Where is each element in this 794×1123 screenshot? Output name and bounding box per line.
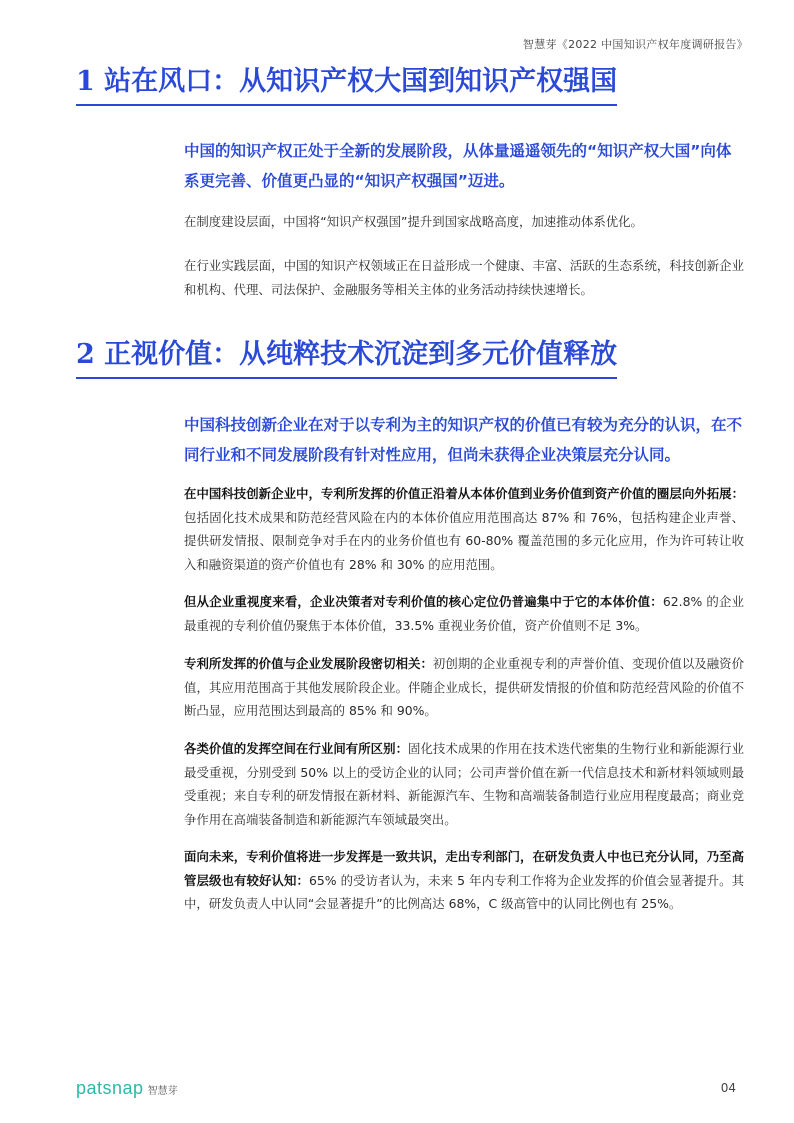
section-1-paragraph-1: 在制度建设层面，中国将“知识产权强国”提升到国家战略高度，加速推动体系优化。	[184, 214, 643, 229]
paragraph-emphasis: 在中国科技创新企业中，专利所发挥的价值正沿着从本体价值到业务价值到资产价值的圈层向外拓展：	[184, 486, 744, 501]
section-2-paragraph-2	[184, 590, 744, 637]
section-2-paragraph-5	[184, 845, 744, 916]
paragraph-text: 包括固化技术成果和防范经营风险在内的本体价值应用范围高达 87% 和 76%，包括构建企业声誉、提供研发情报、限制竞争对手在内的业务价值也有 60-80% 覆盖范围的多元化应用，作为许可转让收入和融资渠道的资产价值也有 28% 和 30% 的应用范围。	[184, 509, 744, 572]
paragraph-emphasis: 各类价值的发挥空间在行业间有所区别：	[184, 741, 409, 756]
paragraph-text: 65% 的受访者认为，未来 5 年内专利工作将为企业发挥的价值会显著提升。其中，研发负责人中认同“会显著提升”的比例高达 68%，C 级高管中的认同比例也有 25%。	[184, 872, 744, 911]
paragraph-emphasis: 面向未来，专利价值将进一步发挥是一致共识，走出专利部门，在研发负责人中也已充分认同，乃至高管层级也有较好认知：	[184, 849, 744, 888]
logo-chinese-name: 智慧芽	[147, 1086, 178, 1097]
report-title: 智慧芽《2022 中国知识产权年度调研报告》	[522, 38, 748, 51]
logo-wordmark: patsnap	[76, 1078, 144, 1098]
paragraph-text: 固化技术成果的作用在技术迭代密集的生物行业和新能源行业最受重视，分别受到 50% 以上的受访企业的认同；公司声誉价值在新一代信息技术和新材料领域则最受重视；来自专利的研发情报在新材料、新能源汽车、生物和高端装备制造行业应用程度最高；商业竞争作用在高端装备制造和新能源汽车领域最突出。	[184, 741, 745, 827]
section-2-paragraph-3	[184, 652, 744, 723]
paragraph-emphasis: 专利所发挥的价值与企业发展阶段密切相关：	[184, 656, 433, 671]
section-2-lead: 中国科技创新企业在对于以专利为主的知识产权的价值已有较为充分的认识，在不同行业和不同发展阶段有针对性应用，但尚未获得企业决策层充分认同。	[184, 416, 743, 464]
section-1-lead: 中国的知识产权正处于全新的发展阶段，从体量遥遥领先的“知识产权大国”向体系更完善、价值更凸显的“知识产权强国”迈进。	[184, 142, 732, 190]
section-1-paragraph-2: 在行业实践层面，中国的知识产权领域正在日益形成一个健康、丰富、活跃的生态系统，科技创新企业和机构、代理、司法保护、金融服务等相关主体的业务活动持续快速增长。	[184, 258, 744, 297]
paragraph-text: 初创期的企业重视专利的声誉价值、变现价值以及融资价值，其应用范围高于其他发展阶段企业。伴随企业成长，提供研发情报的价值和防范经营风险的价值不断凸显，应用范围达到最高的 85% 和 90%。	[184, 656, 745, 718]
paragraph-emphasis: 但从企业重视度来看，企业决策者对专利价值的核心定位仍普遍集中于它的本体价值：	[184, 594, 663, 609]
paragraph-text: 62.8% 的企业最重视的专利价值仍聚焦于本体价值，33.5% 重视业务价值，资产价值则不足 3%。	[184, 594, 744, 633]
section-1-heading: 1 站在风口：从知识产权大国到知识产权强国	[76, 64, 617, 106]
patsnap-logo	[76, 1078, 178, 1099]
page-number: 04	[720, 1081, 736, 1095]
section-2-heading: 2 正视价值：从纯粹技术沉淀到多元价值释放	[76, 337, 617, 379]
section-2-paragraph-4	[184, 737, 744, 831]
section-2-paragraph-1	[184, 482, 744, 576]
